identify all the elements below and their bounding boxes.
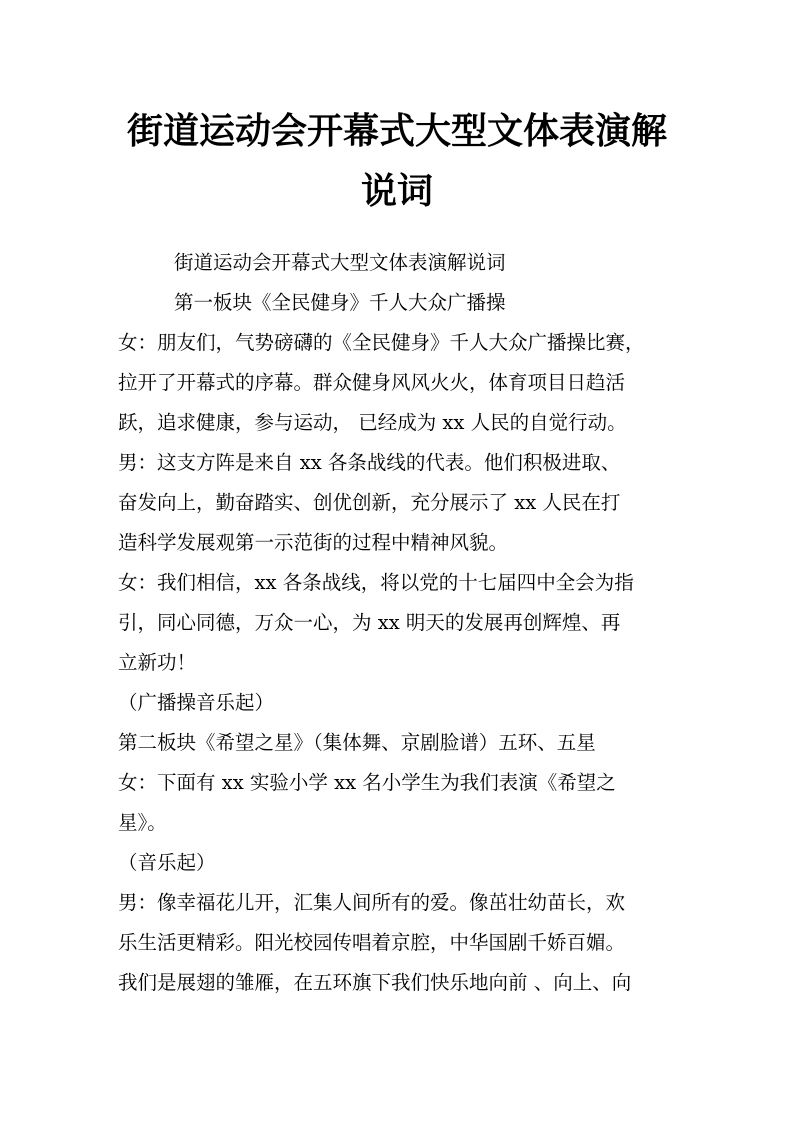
- document-body: [118, 243, 676, 1003]
- section-heading-2: 第二板块《希望之星》（集体舞、京剧脸谱）五环、五星: [118, 731, 596, 754]
- title-line-2: 说词: [360, 170, 433, 212]
- document-title: [118, 0, 676, 221]
- text-line: 我们是展翅的雏雁，在五环旗下我们快乐地向前 、向上、向: [118, 971, 632, 994]
- section-heading-1: 第一板块《全民健身》千人大众广播操: [174, 291, 506, 314]
- text-line: 男：像幸福花儿开，汇集人间所有的爱。像茁壮幼苗长，欢: [118, 891, 626, 914]
- text-line: 女：朋友们，气势磅礴的《全民健身》千人大众广播操比赛，: [118, 331, 645, 354]
- text-line: 跃，追求健康，参与运动， 已经成为 xx 人民的自觉行动。: [118, 411, 627, 434]
- text-line: 造科学发展观第一示范街的过程中精神风貌。: [118, 531, 509, 554]
- subtitle-line: 街道运动会开幕式大型文体表演解说词: [174, 251, 506, 274]
- text-line: 奋发向上，勤奋踏实、创优创新，充分展示了 xx 人民在打: [118, 491, 621, 514]
- stage-direction: （音乐起）: [118, 851, 216, 874]
- text-line: 男：这支方阵是来自 xx 各条战线的代表。他们积极进取、: [118, 451, 621, 474]
- title-line-1: 街道运动会开幕式大型文体表演解: [126, 110, 667, 152]
- text-line: 乐生活更精彩。阳光校园传唱着京腔，中华国剧千娇百媚。: [118, 931, 626, 954]
- text-line: 星》。: [118, 811, 167, 834]
- text-line: 女：我们相信，xx 各条战线，将以党的十七届四中全会为指: [118, 571, 634, 594]
- text-line: 女：下面有 xx 实验小学 xx 名小学生为我们表演《希望之: [118, 771, 616, 794]
- text-line: 立新功！: [118, 651, 197, 674]
- text-line: 拉开了开幕式的序幕。群众健身风风火火，体育项目日趋活: [118, 371, 626, 394]
- stage-direction: （广播操音乐起）: [118, 691, 275, 714]
- text-line: 引，同心同德，万众一心，为 xx 明天的发展再创辉煌、再: [118, 611, 621, 634]
